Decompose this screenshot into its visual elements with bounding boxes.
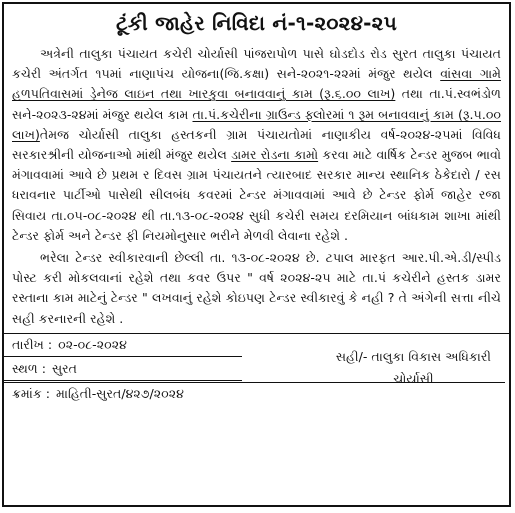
signature-title: સહી/- તાલુકા વિકાસ અધિકારી <box>335 348 491 364</box>
place-line <box>4 358 242 381</box>
para1-underlined-work-3: ડામર રોડના કામો <box>231 147 319 163</box>
para1-text-4: કરવા માટે વાર્ષિક ટેન્ડર મુજબ ભાવો મંગાવવામાં આવે છે પ્રથમ ર દિવસ ગ્રામ પંચાયતને ત્યારબાદ સરકાર માન્ય સ્થાનિક ઠેકેદારો / રસ ધરાવનાર પાર્ટીઓ પાસેથી સીલબંધ કવરમાં ટેન્ડર મંગાવવામાં આવે છે ટેન્ડર ફોર્મ જાહેર રજા સિવાય તા.૦૫-૦૮-૨૦૨૪ થી તા.૧૩-૦૮-૨૦૨૪ સુધી કચેરી સમય દરમિયાન બાંધકામ શાખા માંથી ટેન્ડર ફોર્મ અને ટેન્ડર ફી નિયમોનુસાર ભરીને મેળવી લેવાના રહેશે . <box>12 147 501 243</box>
date-label: તારીખ : <box>12 336 53 352</box>
date-line <box>4 334 242 357</box>
signature-block <box>336 346 491 390</box>
notice-footer <box>4 333 509 440</box>
notice-paragraph-2 <box>4 248 509 329</box>
para1-underlined-work-1: વાંસવા ગામે હળપતિવાસમાં ડ્રેનેજ લાઇન તથા ખારકુવા બનાવવાનું કામ (રૂ.૬.૦૦ લાખ) <box>12 66 501 102</box>
place-label: સ્થળ : <box>12 360 46 376</box>
para1-text-2: તથા તા.પં.સ્વભંડોળ સને-૨૦૨૩-૨૪માં મંજુર થયેલ કામ <box>12 86 501 122</box>
tender-notice <box>2 2 511 507</box>
reference-label: ક્રમાંક : <box>12 385 51 401</box>
para1-text-3: તેમજ ચોર્યાસી તાલુકા હસ્તકની ગ્રામ પંચાયતોમાં નાણાકીય વર્ષ-૨૦૨૪-૨૫માં વિવિધ સરકારશ્રીની યોજનાઓ માંથી મંજુર થયેલ <box>12 126 501 163</box>
place-value: સુરત <box>51 360 78 376</box>
signature-office: ચોર્યાસી <box>393 370 434 386</box>
notice-paragraph-1 <box>4 44 509 246</box>
para1-underlined-work-2: તા.પં.કચેરીના ગ્રાઉન્ડ ફ્લોરમાં ૧ રૂમ બનાવવાનું કામ (રૂ.૫.૦૦ લાખ) <box>12 106 502 142</box>
para2-text: ભરેલા ટેન્ડર સ્વીકારવાની છેલ્લી તા. ૧૩-૦૮-૨૦૨૪ છે. ટપાલ મારફત આર.પી.એ.ડી/સ્પીડ પોસ્ટ કરી મોકલવાનાં રહેશે તથા કવર ઉપર " વર્ષ ૨૦૨૪-૨૫ માટે તા.પં કચેરીને હસ્તક ડામર રસ્તાના કામ માટેનું ટેન્ડર " લખવાનું રહેશે કોઇપણ ટેન્ડર સ્વીકારવું કે નહી ? તે અંગેની સત્તા નીચે સહી કરનારની રહેશે . <box>12 250 501 326</box>
notice-title: ટૂંકી જાહેર નિવિદા નં-૧-૨૦૨૪-૨૫ <box>116 11 397 35</box>
reference-value: માહિતી-સુરત/૪૨૭/૨૦૨૪ <box>56 385 184 401</box>
para1-text-1: અત્રેની તાલુકા પંચાયત કચેરી ચોર્યાસી પાંજરાપોળ પાસે ઘોડદોડ રોડ સુરત તાલુકા પંચાયત કચેરી અંતર્ગત ૧૫માં નાણાપંચ યોજના(જિ.કક્ષા) સને-૨૦૨૧-૨૨માં મંજુર થયેલ <box>12 46 501 82</box>
date-value: ૦૨-૦૮-૨૦૨૪ <box>58 336 127 352</box>
